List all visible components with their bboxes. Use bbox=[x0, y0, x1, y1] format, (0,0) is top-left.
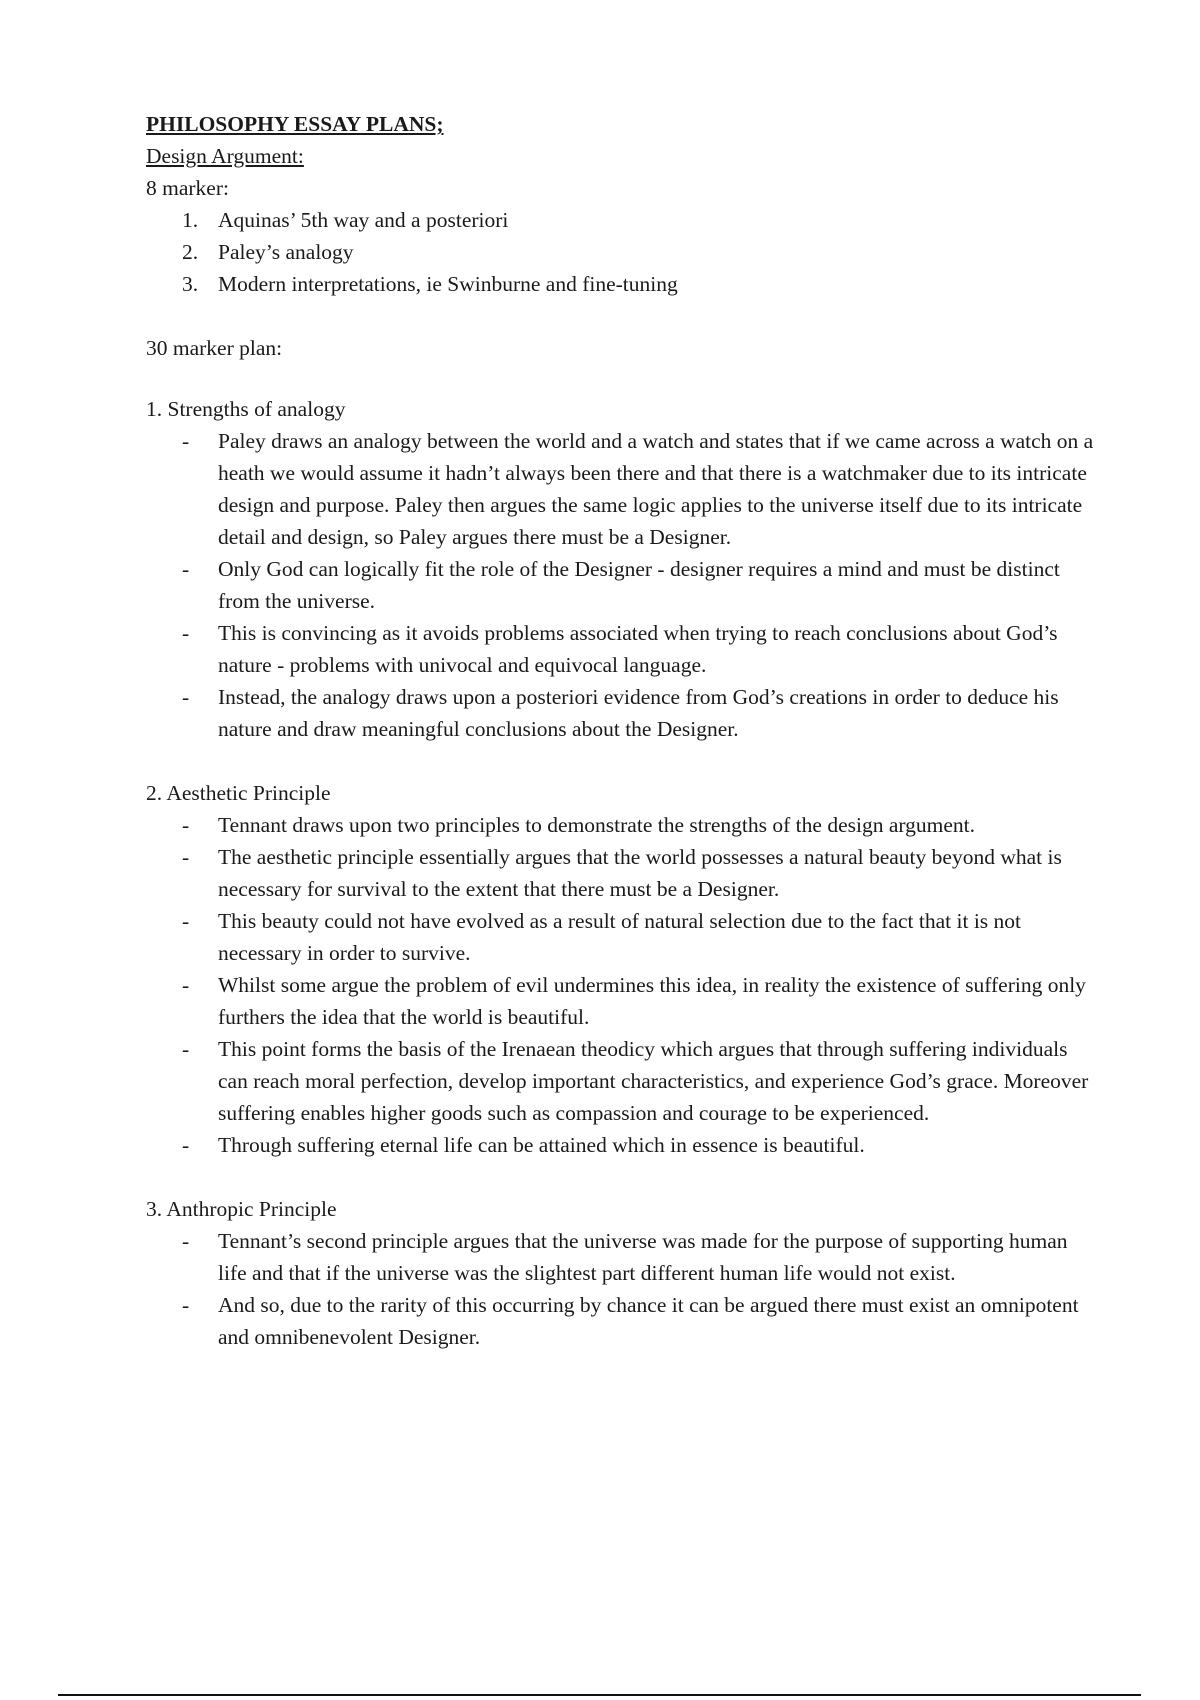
bullet-item bbox=[146, 969, 1096, 1033]
list-item-number: 3. bbox=[182, 272, 199, 296]
bullet-list bbox=[146, 1225, 1096, 1353]
dash-marker: - bbox=[182, 1133, 190, 1157]
section-heading: 3. Anthropic Principle bbox=[146, 1197, 337, 1221]
document-title: PHILOSOPHY ESSAY PLANS; bbox=[146, 112, 444, 136]
document-page bbox=[146, 108, 1096, 1353]
bullet-item bbox=[146, 681, 1096, 745]
bullet-item bbox=[146, 809, 1096, 841]
bullet-text: Instead, the analogy draws upon a posteriori evidence from God’s creations in order to deduce his nature and draw meaningful conclusions about the Designer. bbox=[218, 685, 1059, 741]
bullet-text: Through suffering eternal life can be attained which in essence is beautiful. bbox=[218, 1133, 865, 1157]
section-strengths-of-analogy bbox=[146, 393, 1096, 745]
document-subtitle: Design Argument: bbox=[146, 144, 304, 168]
dash-marker: - bbox=[182, 845, 190, 869]
list-item-text: Aquinas’ 5th way and a posteriori bbox=[218, 208, 509, 232]
thirty-marker-label: 30 marker plan: bbox=[146, 336, 283, 360]
bullet-text: This is convincing as it avoids problems associated when trying to reach conclusions about God’s nature - problems with univocal and equivocal language. bbox=[218, 621, 1058, 677]
section-anthropic-principle bbox=[146, 1193, 1096, 1353]
bullet-text: Paley draws an analogy between the world and a watch and states that if we came across a watch on a heath we would assume it hadn’t always been there and that there is a watchmaker due to its intricate design and purpose. Paley then argues the same logic applies to the universe itself due to its intricate detail and design, so Paley argues there must be a Designer. bbox=[218, 429, 1094, 549]
dash-marker: - bbox=[182, 1293, 190, 1317]
list-item-text: Paley’s analogy bbox=[218, 240, 354, 264]
bullet-item bbox=[146, 553, 1096, 617]
bullet-item bbox=[146, 425, 1096, 553]
bullet-item bbox=[146, 1129, 1096, 1161]
dash-marker: - bbox=[182, 973, 190, 997]
section-aesthetic-principle bbox=[146, 777, 1096, 1161]
bullet-item bbox=[146, 1289, 1096, 1353]
dash-marker: - bbox=[182, 909, 190, 933]
bullet-item bbox=[146, 617, 1096, 681]
bullet-text: Tennant’s second principle argues that the universe was made for the purpose of supporting human life and that if the universe was the slightest part different human life would not exist. bbox=[218, 1229, 1068, 1285]
bullet-text: This point forms the basis of the Irenaean theodicy which argues that through suffering individuals can reach moral perfection, develop important characteristics, and experience God’s grace. Moreover suffering enables higher goods such as compassion and courage to be experienced. bbox=[218, 1037, 1089, 1125]
dash-marker: - bbox=[182, 1037, 190, 1061]
dash-marker: - bbox=[182, 1229, 190, 1253]
bullet-text: This beauty could not have evolved as a result of natural selection due to the fact that it is not necessary in order to survive. bbox=[218, 909, 1022, 965]
list-item-text: Modern interpretations, ie Swinburne and fine-tuning bbox=[218, 272, 678, 296]
bullet-item bbox=[146, 1033, 1096, 1129]
bullet-text: Whilst some argue the problem of evil undermines this idea, in reality the existence of suffering only furthers the idea that the world is beautiful. bbox=[218, 973, 1086, 1029]
bullet-list bbox=[146, 809, 1096, 1161]
dash-marker: - bbox=[182, 429, 190, 453]
section-heading: 2. Aesthetic Principle bbox=[146, 781, 331, 805]
list-item-number: 1. bbox=[182, 208, 199, 232]
bullet-text: And so, due to the rarity of this occurring by chance it can be argued there must exist an omnipotent and omnibenevolent Designer. bbox=[218, 1293, 1079, 1349]
section-heading: 1. Strengths of analogy bbox=[146, 397, 346, 421]
bullet-item bbox=[146, 905, 1096, 969]
bullet-item bbox=[146, 841, 1096, 905]
bullet-item bbox=[146, 1225, 1096, 1289]
list-item bbox=[146, 204, 1096, 236]
bullet-list bbox=[146, 425, 1096, 745]
dash-marker: - bbox=[182, 685, 190, 709]
footer-divider bbox=[58, 1694, 1141, 1696]
dash-marker: - bbox=[182, 813, 190, 837]
dash-marker: - bbox=[182, 621, 190, 645]
bullet-text: Tennant draws upon two principles to demonstrate the strengths of the design argument. bbox=[218, 813, 976, 837]
eight-marker-label: 8 marker: bbox=[146, 176, 229, 200]
eight-marker-list bbox=[146, 204, 1096, 300]
list-item bbox=[146, 236, 1096, 268]
dash-marker: - bbox=[182, 557, 190, 581]
list-item-number: 2. bbox=[182, 240, 199, 264]
list-item bbox=[146, 268, 1096, 300]
bullet-text: The aesthetic principle essentially argues that the world possesses a natural beauty beyond what is necessary for survival to the extent that there must be a Designer. bbox=[218, 845, 1062, 901]
bullet-text: Only God can logically fit the role of the Designer - designer requires a mind and must be distinct from the universe. bbox=[218, 557, 1060, 613]
